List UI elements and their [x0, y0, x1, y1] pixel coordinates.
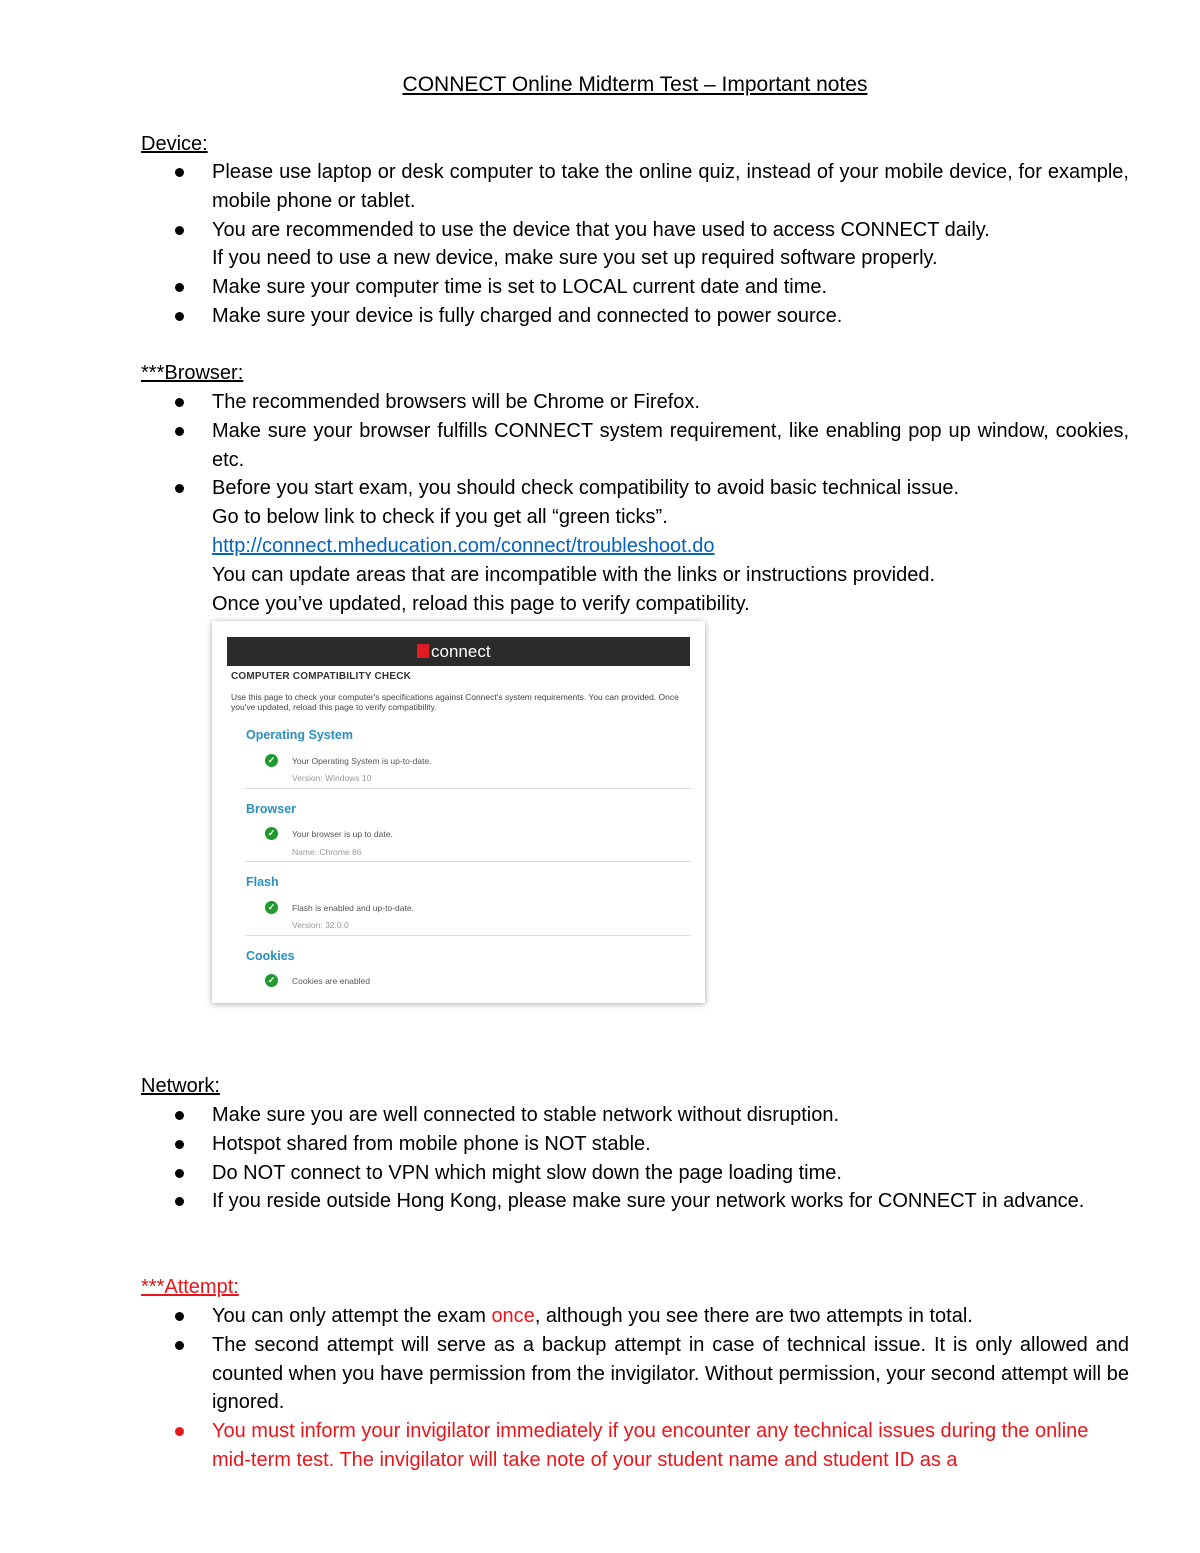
troubleshoot-link[interactable]: http://connect.mheducation.com/connect/troubleshoot.do [212, 534, 715, 557]
attempt-list [141, 1302, 1129, 1475]
bullet-icon [175, 1197, 184, 1206]
section-detail: Name: Chrome 86 [292, 847, 362, 857]
bullet-icon [175, 1140, 184, 1149]
compatibility-screenshot [212, 621, 705, 1003]
bullet-icon [175, 484, 184, 493]
list-item: Make sure your device is fully charged and connected to power source. [141, 302, 1129, 331]
bullet-icon [175, 226, 184, 235]
list-item: Do NOT connect to VPN which might slow down the page loading time. [141, 1159, 1129, 1188]
section-browser: Browser [246, 802, 297, 816]
browser-list [141, 388, 1129, 618]
once-emphasis: once [491, 1305, 535, 1327]
list-item: You are recommended to use the device that you have used to access CONNECT daily. If you need to use a new device, make sure you set up required software properly. [141, 216, 1129, 274]
section-operating-system: Operating System [246, 728, 353, 742]
network-list [141, 1101, 1129, 1216]
bullet-icon [175, 1341, 184, 1350]
list-item: Please use laptop or desk computer to take the online quiz, instead of your mobile device, for example, mobile phone or tablet. [141, 158, 1129, 216]
list-item: You must inform your invigilator immediately if you encounter any technical issues during the online mid-term test. The invigilator will take note of your student name and student ID as a [141, 1417, 1129, 1475]
compatibility-description: Use this page to check your computer's specifications against Connect's system requirements. You can provided. Once you've updated, reload this page to verify compatibility. [231, 692, 679, 712]
device-heading: Device: [141, 133, 208, 155]
section-status: Flash is enabled and up-to-date. [292, 903, 414, 913]
section-flash: Flash [246, 875, 279, 889]
list-item: The recommended browsers will be Chrome or Firefox. [141, 388, 1129, 417]
network-heading: Network: [141, 1075, 220, 1097]
attempt-heading: ***Attempt: [141, 1276, 239, 1298]
section-status: Your Operating System is up-to-date. [292, 756, 432, 766]
mcgraw-hill-logo-icon [417, 644, 429, 658]
list-item: The second attempt will serve as a backup attempt in case of technical issue. It is only allowed and counted when you have permission from the invigilator. Without permission, your second attempt will be ignored. [141, 1331, 1129, 1417]
bullet-icon [175, 312, 184, 321]
section-cookies: Cookies [246, 949, 295, 963]
bullet-icon [175, 1312, 184, 1321]
section-detail: Version: Windows 10 [292, 773, 372, 783]
section-status: Cookies are enabled [292, 976, 370, 986]
list-item: Before you start exam, you should check compatibility to avoid basic technical issue. Go to below link to check if you get all “green ticks”. http://connect.mheducation.com/connect/troubleshoot.do You can update areas that are incompatible with the links or instructions provided. Once you’ve updated, reload this page to verify compatibility. [141, 474, 1129, 618]
list-item: Make sure your computer time is set to LOCAL current date and time. [141, 273, 1129, 302]
connect-logo: connect [417, 642, 491, 662]
divider [245, 935, 691, 936]
divider [245, 861, 691, 862]
green-check-icon: ✓ [265, 974, 278, 987]
bullet-icon [175, 168, 184, 177]
device-list [141, 158, 1129, 331]
list-item: Make sure your browser fulfills CONNECT system requirement, like enabling pop up window, cookies, etc. [141, 417, 1129, 475]
browser-heading: ***Browser: [141, 362, 244, 384]
green-check-icon: ✓ [265, 827, 278, 840]
page-title: CONNECT Online Midterm Test – Important notes [402, 73, 868, 96]
bullet-icon [175, 1427, 184, 1436]
list-item: Hotspot shared from mobile phone is NOT stable. [141, 1130, 1129, 1159]
list-item: Make sure you are well connected to stable network without disruption. [141, 1101, 1129, 1130]
compatibility-heading: COMPUTER COMPATIBILITY CHECK [231, 671, 412, 682]
green-check-icon: ✓ [265, 754, 278, 767]
section-status: Your browser is up to date. [292, 829, 393, 839]
bullet-icon [175, 1169, 184, 1178]
bullet-icon [175, 427, 184, 436]
list-item: If you reside outside Hong Kong, please make sure your network works for CONNECT in advance. [141, 1187, 1129, 1216]
bullet-icon [175, 1111, 184, 1120]
green-check-icon: ✓ [265, 901, 278, 914]
connect-header-bar [227, 637, 690, 666]
bullet-icon [175, 398, 184, 407]
section-detail: Version: 32.0.0 [292, 920, 349, 930]
divider [245, 788, 691, 789]
bullet-icon [175, 283, 184, 292]
list-item: You can only attempt the exam once, although you see there are two attempts in total. [141, 1302, 1129, 1331]
